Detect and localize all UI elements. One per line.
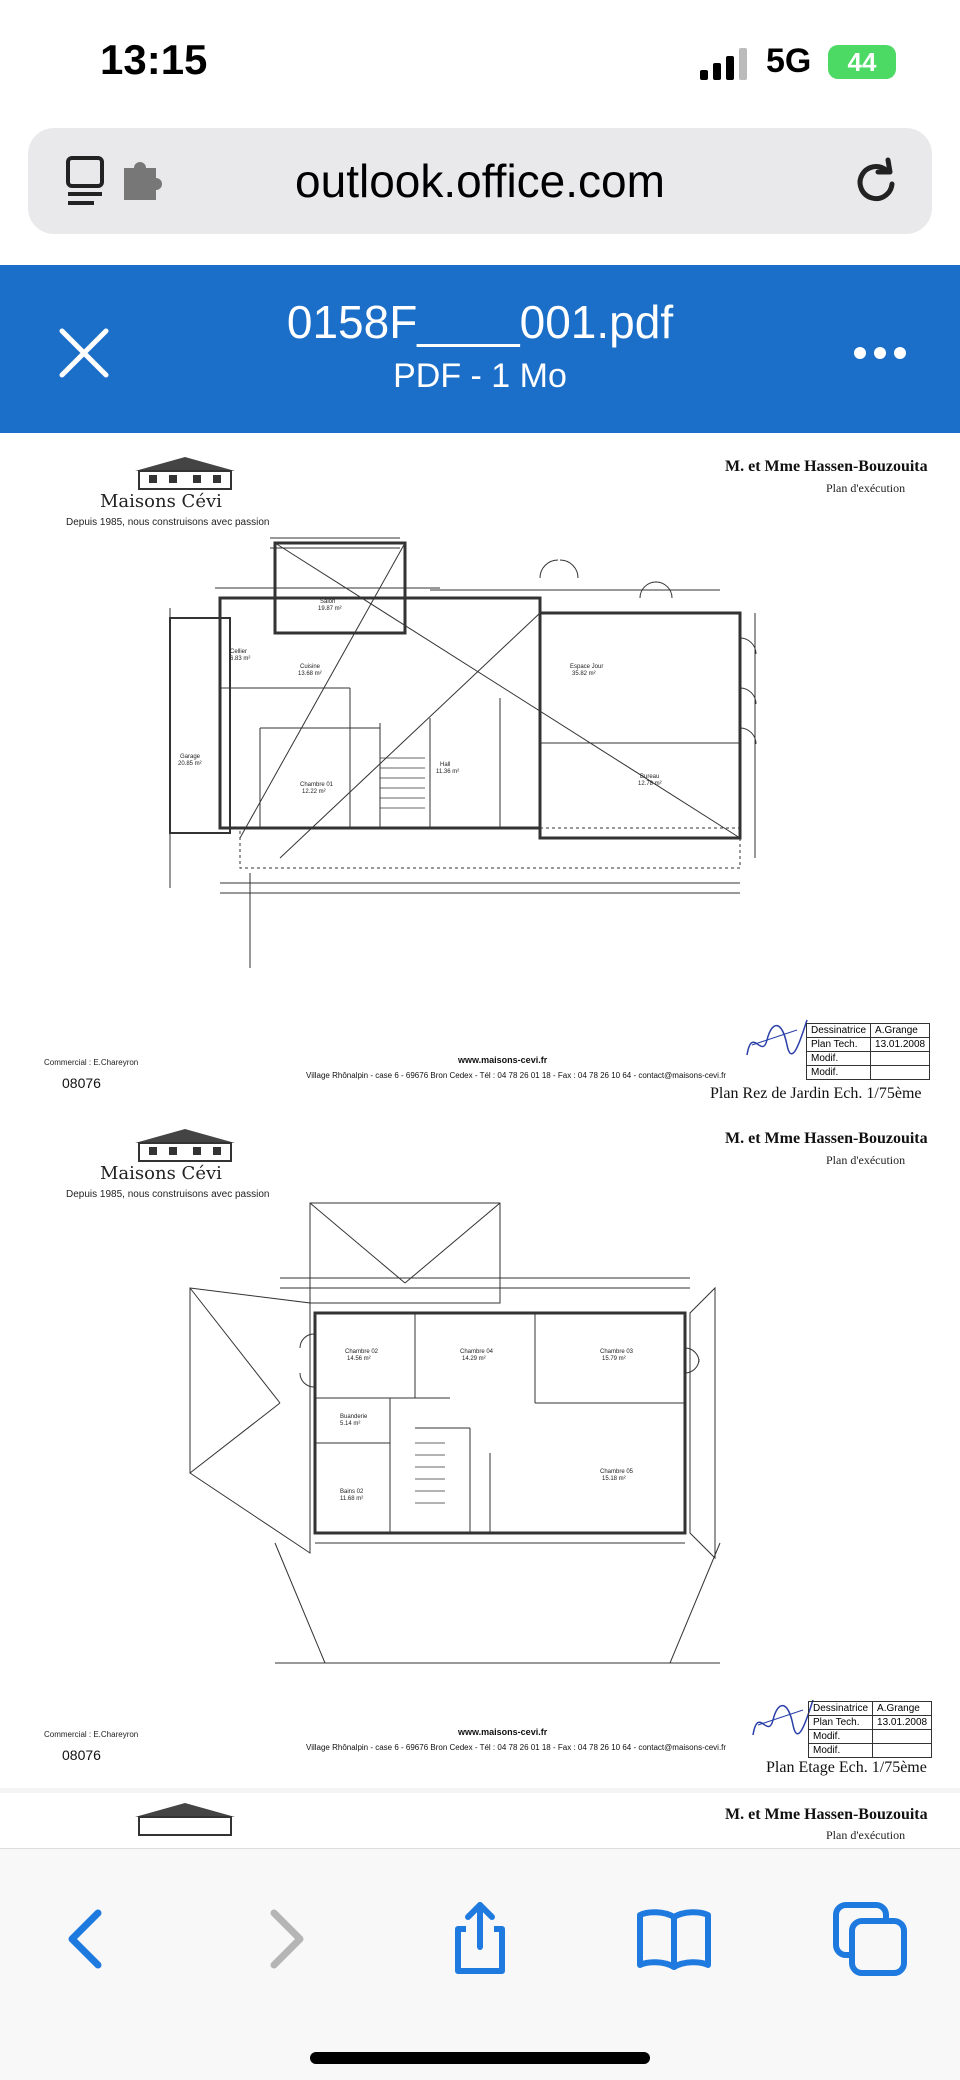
cartouche-cell: Modif. <box>807 1052 871 1066</box>
svg-text:19.87 m²: 19.87 m² <box>318 606 342 612</box>
svg-text:5.14 m²: 5.14 m² <box>340 1421 361 1427</box>
svg-text:15.79 m²: 15.79 m² <box>602 1356 626 1362</box>
company-address: Village Rhônalpin - case 6 - 69676 Bron Cedex - Tél : 04 78 26 01 18 - Fax : 04 78 26 10 64 - contact@maisons-cevi.fr <box>306 1071 727 1080</box>
reload-icon[interactable] <box>848 154 904 210</box>
svg-text:Buanderie: Buanderie <box>340 1414 368 1420</box>
file-name: 0158F____001.pdf <box>286 296 674 348</box>
address-bar[interactable] <box>28 128 932 234</box>
cartouche-cell: Plan Tech. <box>809 1716 873 1730</box>
file-info: PDF - 1 Mo <box>393 357 567 395</box>
floor-plan-ground <box>178 528 760 973</box>
svg-text:Chambre 01: Chambre 01 <box>300 782 334 788</box>
cartouche-cell <box>871 1052 930 1066</box>
svg-text:Espace Jour: Espace Jour <box>570 664 604 670</box>
battery-icon: 44 <box>828 45 896 79</box>
pdf-document[interactable] <box>0 433 960 1848</box>
brand-tagline: Depuis 1985, nous construisons avec passion <box>66 517 270 528</box>
home-indicator[interactable] <box>310 2052 650 2064</box>
svg-text:Chambre 03: Chambre 03 <box>600 1349 634 1355</box>
cartouche-cell <box>873 1730 932 1744</box>
forward-icon[interactable] <box>246 1899 326 1979</box>
pdf-viewer-header <box>0 265 960 433</box>
svg-text:12.78 m²: 12.78 m² <box>638 781 662 787</box>
bookmarks-icon[interactable] <box>634 1899 714 1979</box>
cartouche-cell <box>871 1066 930 1080</box>
svg-text:Chambre 02: Chambre 02 <box>345 1349 379 1355</box>
website-url: www.maisons-cevi.fr <box>458 1055 548 1065</box>
svg-text:Salon: Salon <box>320 599 336 605</box>
plan-subtitle: Plan d'exécution <box>826 1153 906 1167</box>
svg-text:12.22 m²: 12.22 m² <box>302 789 326 795</box>
svg-text:Cuisine: Cuisine <box>300 664 321 670</box>
svg-text:14.56 m²: 14.56 m² <box>347 1356 371 1362</box>
client-name: M. et Mme Hassen-Bouzouita <box>725 1130 928 1147</box>
share-icon[interactable] <box>440 1899 520 1979</box>
status-bar <box>0 0 960 120</box>
plan-subtitle: Plan d'exécution <box>826 481 906 495</box>
cartouche-cell: 13.01.2008 <box>871 1038 930 1052</box>
maisons-cevi-logo <box>125 1125 245 1165</box>
svg-text:Garage: Garage <box>180 754 201 760</box>
svg-text:11.68 m²: 11.68 m² <box>340 1496 364 1502</box>
commercial-label: Commercial : E.Chareyron <box>44 1058 139 1067</box>
svg-text:15.18 m²: 15.18 m² <box>602 1476 626 1482</box>
cartouche-cell: Dessinatrice <box>807 1024 871 1038</box>
signature-mark <box>742 1015 812 1065</box>
website-url: www.maisons-cevi.fr <box>458 1727 548 1737</box>
pdf-page-1 <box>0 433 960 1113</box>
more-options-icon[interactable] <box>852 345 908 361</box>
svg-text:20.85 m²: 20.85 m² <box>178 761 202 767</box>
client-name: M. et Mme Hassen-Bouzouita <box>725 1806 928 1823</box>
svg-text:35.82 m²: 35.82 m² <box>572 671 596 677</box>
plan-title: Plan Rez de Jardin Ech. 1/75ème <box>710 1085 922 1102</box>
cartouche-cell: Modif. <box>809 1730 873 1744</box>
pdf-page-2 <box>0 1113 960 1788</box>
network-label: 5G <box>766 42 812 80</box>
svg-text:Chambre 04: Chambre 04 <box>460 1349 494 1355</box>
svg-text:11.36 m²: 11.36 m² <box>436 769 460 775</box>
brand-tagline: Depuis 1985, nous construisons avec passion <box>66 1189 270 1200</box>
cartouche-cell: Plan Tech. <box>807 1038 871 1052</box>
title-block <box>808 1701 932 1758</box>
reference-number: 08076 <box>62 1747 101 1763</box>
pdf-page-3 <box>0 1793 960 1853</box>
client-name: M. et Mme Hassen-Bouzouita <box>725 458 928 475</box>
browser-toolbar <box>0 1848 960 2080</box>
cartouche-cell: Modif. <box>809 1744 873 1758</box>
title-block <box>806 1023 930 1080</box>
svg-text:Bains 02: Bains 02 <box>340 1489 364 1495</box>
company-address: Village Rhônalpin - case 6 - 69676 Bron Cedex - Tél : 04 78 26 01 18 - Fax : 04 78 26 10 64 - contact@maisons-cevi.fr <box>306 1743 727 1752</box>
commercial-label: Commercial : E.Chareyron <box>44 1730 139 1739</box>
tabs-icon[interactable] <box>830 1899 910 1979</box>
svg-text:13.68 m²: 13.68 m² <box>298 671 322 677</box>
cartouche-cell <box>873 1744 932 1758</box>
svg-text:Hall: Hall <box>440 762 451 768</box>
brand-name: Maisons Cévi <box>100 1163 222 1184</box>
svg-text:Bureau: Bureau <box>640 774 660 780</box>
cartouche-cell: 13.01.2008 <box>873 1716 932 1730</box>
maisons-cevi-logo <box>125 1799 245 1839</box>
cartouche-cell: Modif. <box>807 1066 871 1080</box>
cartouche-cell: A.Grange <box>871 1024 930 1038</box>
status-time: 13:15 <box>100 36 208 83</box>
brand-name: Maisons Cévi <box>100 491 222 512</box>
reference-number: 08076 <box>62 1075 101 1091</box>
url-text[interactable]: outlook.office.com <box>295 155 665 207</box>
plan-subtitle: Plan d'exécution <box>826 1828 906 1842</box>
signal-icon <box>700 48 752 80</box>
maisons-cevi-logo <box>125 453 245 493</box>
svg-text:14.29 m²: 14.29 m² <box>462 1356 486 1362</box>
back-icon[interactable] <box>46 1899 126 1979</box>
plan-title: Plan Etage Ech. 1/75ème <box>766 1759 927 1776</box>
cartouche-cell: Dessinatrice <box>809 1702 873 1716</box>
floor-plan-upper <box>190 1203 750 1678</box>
svg-text:Chambre 05: Chambre 05 <box>600 1469 634 1475</box>
svg-text:6.83 m²: 6.83 m² <box>230 656 251 662</box>
cartouche-cell: A.Grange <box>873 1702 932 1716</box>
svg-text:Cellier: Cellier <box>230 649 248 655</box>
